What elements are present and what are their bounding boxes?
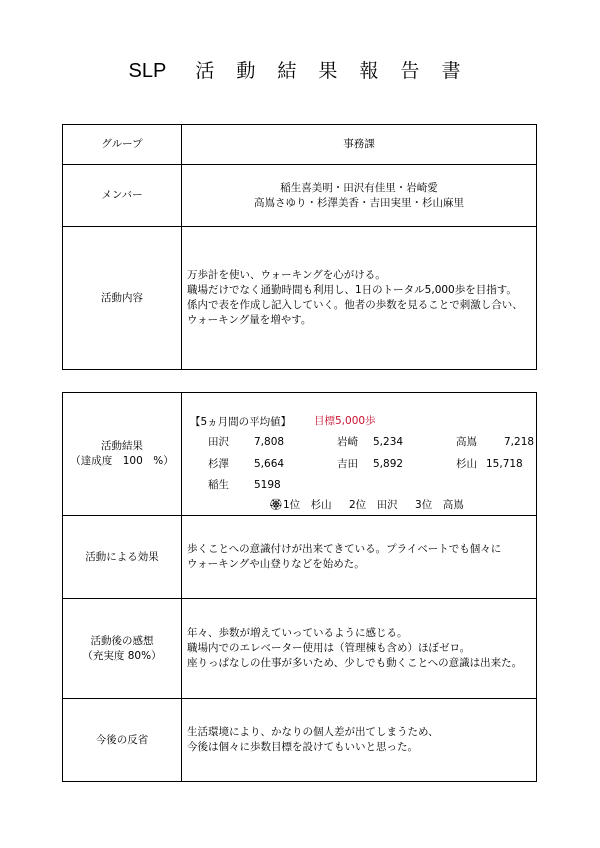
title-latin: SLP [128,60,167,82]
members-label: メンバー [63,165,182,227]
entry-steps: 15,718 [486,458,523,470]
results-panel [182,393,536,515]
title-char: 動 [236,60,256,82]
reflection-row [63,699,537,782]
activity-line: 係内で表を作成し記入していく。他者の歩数を見ることで刺激し合い、 [187,299,523,311]
members-value [182,165,537,227]
document-title [0,56,600,83]
report-table [62,392,537,782]
entry-name: 吉田 [337,458,358,470]
impression-label-line: （充実度 80%） [82,649,162,662]
entry-steps: 5198 [254,479,281,491]
target-label: 目標5,000歩 [314,415,376,427]
info-table [62,124,537,370]
title-char: 告 [400,60,420,82]
reflection-line: 生活環境により、かなりの個人差が出てしまうため、 [187,726,439,738]
effect-line: 歩くことへの意識付けが出来てきている。プライベートでも個々に [187,543,502,555]
activity-value [182,227,537,370]
entry-name: 岩崎 [337,436,358,448]
group-label: グループ [63,125,182,165]
activity-label: 活動内容 [63,227,182,370]
title-char: 書 [441,60,461,82]
group-value: 事務課 [182,125,537,165]
entry-name: 稲生 [208,479,229,491]
impression-line: 年々、歩数が増えていっているように感じる。 [187,627,408,639]
activity-line: 職場だけでなく通勤時間も利用し、1日のトータル5,000歩を目指す。 [187,284,517,296]
title-char: 果 [318,60,338,82]
entry-name: 杉澤 [208,458,229,470]
entry-steps: 5,234 [373,436,404,448]
results-label-line: 活動結果 [101,440,143,452]
rank-first: 1位 杉山 [282,499,332,511]
effect-value [182,516,537,599]
impression-line: 職場内でのエレベーター使用は（管理棟も含め）ほぼゼロ。 [187,642,471,654]
activity-line: 万歩計を使い、ウォーキングを心がける。 [187,269,386,281]
activity-row [63,227,537,370]
impression-row [63,599,537,699]
entry-steps: 7,218 [504,436,535,448]
title-char: 報 [359,60,379,82]
reflection-label: 今後の反省 [63,699,182,782]
members-line: 高嶌さゆり・杉澤美香・吉田実里・杉山麻里 [254,196,464,209]
reflection-value [182,699,537,782]
entry-name: 田沢 [208,436,229,448]
members-row [63,165,537,227]
results-label-line: （達成度 100 %） [70,455,174,467]
entry-steps: 5,892 [373,458,404,470]
title-char: 活 [195,60,215,82]
entry-steps: 7,808 [254,436,285,448]
impression-label-line: 活動後の感想 [90,634,154,647]
effect-line: ウォーキングや山登りなどを始めた。 [187,558,365,570]
rank-second: 2位 田沢 [349,499,398,511]
effect-row [63,516,537,599]
entry-name: 高嶌 [456,436,477,448]
impression-label [63,599,182,699]
results-row [63,393,537,516]
results-label [63,393,182,516]
group-row [63,125,537,165]
entry-name: 杉山 [456,458,477,470]
period-label: 【5ヵ月間の平均値】 [190,416,292,428]
impression-line: 座りっぱなしの仕事が多いため、少しでも動くことへの意識は出来た。 [187,657,523,669]
title-char: 結 [277,60,297,82]
effect-label: 活動による効果 [63,516,182,599]
results-value [182,393,537,516]
rank-medal-icon: 🏵 [269,498,283,511]
entry-steps: 5,664 [254,458,285,470]
members-line: 稲生喜美明・田沢有佳里・岩崎愛 [280,181,438,194]
activity-line: ウォーキング量を増やす。 [187,314,312,326]
impression-value [182,599,537,699]
rank-third: 3位 高嶌 [415,499,464,511]
ranking-line [269,497,464,513]
reflection-line: 今後は個々に歩数目標を設けてもいいと思った。 [187,741,418,753]
